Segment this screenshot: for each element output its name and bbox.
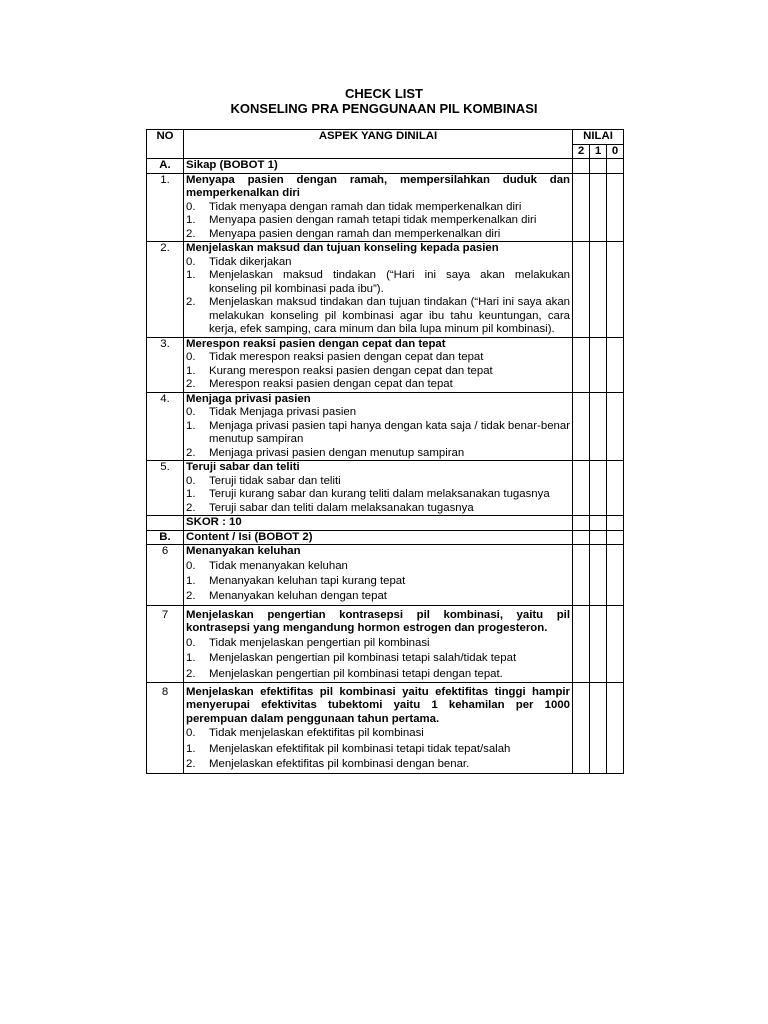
item-number: 8 <box>147 682 184 773</box>
option-number: 2. <box>186 501 196 514</box>
option-number: 1. <box>186 269 196 281</box>
item-option <box>186 228 570 242</box>
score-checkbox-2[interactable] <box>573 337 590 392</box>
header-nilai: NILAI <box>573 130 624 145</box>
header-score-1: 1 <box>590 144 607 159</box>
checklist-item-row <box>147 337 624 392</box>
option-text: Tidak menanyakan keluhan <box>209 559 348 572</box>
item-aspect <box>184 173 573 242</box>
section-row <box>147 530 624 545</box>
option-text: Menanyakan keluhan dengan tepat <box>209 590 387 603</box>
option-text: Menjaga privasi pasien dengan menutup sampiran <box>209 446 465 459</box>
empty-cell <box>573 159 590 174</box>
score-checkbox-1[interactable] <box>590 682 607 773</box>
score-checkbox-2[interactable] <box>573 545 590 606</box>
option-number: 0. <box>186 474 196 487</box>
item-option <box>186 651 570 666</box>
option-text: Menjaga privasi pasien tapi hanya dengan kata saja / tidak benar-benar menutup sampiran <box>209 419 570 445</box>
item-option <box>186 636 570 651</box>
score-checkbox-0[interactable] <box>607 605 624 682</box>
score-checkbox-2[interactable] <box>573 242 590 338</box>
empty-cell <box>607 159 624 174</box>
option-number: 1. <box>186 364 196 377</box>
option-number: 1. <box>186 742 196 755</box>
score-checkbox-1[interactable] <box>590 242 607 338</box>
option-number: 2. <box>186 446 196 459</box>
item-option <box>186 475 570 489</box>
option-number: 1. <box>186 419 196 432</box>
option-text: Tidak merespon reaksi pasien dengan cepat dan tepat <box>209 351 484 363</box>
option-text: Teruji kurang sabar dan kurang teliti dalam melaksanakan tugasnya <box>209 488 550 500</box>
item-aspect <box>184 337 573 392</box>
header-score-2: 2 <box>573 144 590 159</box>
checklist-table <box>146 129 624 774</box>
item-aspect <box>184 545 573 606</box>
checklist-item-row <box>147 392 624 461</box>
item-aspect <box>184 242 573 338</box>
empty-cell <box>590 530 607 545</box>
score-checkbox-1[interactable] <box>590 545 607 606</box>
option-number: 2. <box>186 590 196 603</box>
score-checkbox-1[interactable] <box>590 392 607 461</box>
score-checkbox-0[interactable] <box>607 337 624 392</box>
item-option <box>186 742 570 757</box>
item-question: Teruji sabar dan teliti <box>186 461 300 473</box>
score-checkbox-2[interactable] <box>573 605 590 682</box>
score-checkbox-0[interactable] <box>607 242 624 338</box>
item-question: Merespon reaksi pasien dengan cepat dan tepat <box>186 337 446 350</box>
option-text: Merespon reaksi pasien dengan cepat dan tepat <box>209 378 453 390</box>
score-checkbox-0[interactable] <box>607 461 624 516</box>
table-header-row <box>147 130 624 145</box>
option-number: 0. <box>186 255 196 268</box>
option-text: Teruji sabar dan teliti dalam melaksanakan tugasnya <box>209 501 474 514</box>
option-number: 1. <box>186 574 196 587</box>
option-text: Menjelaskan maksud tindakan dan tujuan tindakan (“Hari ini saya akan melakukan konseling pil kombinasi agar ibu tahu keuntungan, cara kerja, efek samping, cara minum dan bila lupa minum pil kombinasi). <box>209 296 570 335</box>
item-number: 5. <box>147 461 184 516</box>
option-text: Menjelaskan efektifitas pil kombinasi dengan benar. <box>209 758 470 771</box>
item-option <box>186 378 570 392</box>
header-aspek: ASPEK YANG DINILAI <box>184 130 573 159</box>
section-code: A. <box>147 159 184 174</box>
section-label: Content / Isi (BOBOT 2) <box>184 530 573 545</box>
item-option <box>186 502 570 516</box>
score-checkbox-0[interactable] <box>607 392 624 461</box>
item-option <box>186 488 570 502</box>
score-checkbox-2[interactable] <box>573 173 590 242</box>
item-option <box>186 351 570 365</box>
option-text: Tidak dikerjakan <box>209 255 292 268</box>
item-option <box>186 589 570 604</box>
empty-cell <box>607 516 624 531</box>
header-score-0: 0 <box>607 144 624 159</box>
section-row <box>147 159 624 174</box>
option-number: 2. <box>186 378 196 390</box>
option-text: Tidak menyapa dengan ramah dan tidak memperkenalkan diri <box>209 200 522 213</box>
item-question: Menanyakan keluhan <box>186 545 301 557</box>
option-text: Tidak menjelaskan efektifitas pil kombinasi <box>209 727 424 740</box>
item-aspect <box>184 392 573 461</box>
option-number: 1. <box>186 214 196 226</box>
section-code: B. <box>147 530 184 545</box>
item-option <box>186 214 570 228</box>
checklist-item-row <box>147 461 624 516</box>
item-option <box>186 296 570 337</box>
empty-cell <box>147 516 184 531</box>
option-number: 2. <box>186 296 196 308</box>
item-option <box>186 256 570 270</box>
item-question: Menjaga privasi pasien <box>186 392 311 405</box>
option-text: Kurang merespon reaksi pasien dengan cepat dan tepat <box>209 364 493 377</box>
empty-cell <box>607 530 624 545</box>
item-option <box>186 447 570 461</box>
option-number: 2. <box>186 667 196 680</box>
score-checkbox-0[interactable] <box>607 545 624 606</box>
option-number: 0. <box>186 200 196 213</box>
option-text: Menanyakan keluhan tapi kurang tepat <box>209 574 406 587</box>
item-question: Menjelaskan maksud dan tujuan konseling kepada pasien <box>186 242 499 254</box>
score-checkbox-1[interactable] <box>590 461 607 516</box>
option-number: 2. <box>186 758 196 771</box>
option-number: 0. <box>186 727 196 740</box>
item-number: 7 <box>147 605 184 682</box>
option-number: 0. <box>186 406 196 418</box>
section-label: Sikap (BOBOT 1) <box>184 159 573 174</box>
item-aspect <box>184 605 573 682</box>
option-text: Menyapa pasien dengan ramah dan memperkenalkan diri <box>209 227 501 240</box>
item-option <box>186 574 570 589</box>
option-number: 0. <box>186 559 196 572</box>
option-text: Tidak Menjaga privasi pasien <box>209 406 357 418</box>
checklist-item-row <box>147 242 624 338</box>
score-checkbox-0[interactable] <box>607 682 624 773</box>
empty-cell <box>590 516 607 531</box>
document-subtitle: KONSELING PRA PENGGUNAAN PIL KOMBINASI <box>230 101 538 116</box>
item-question: Menjelaskan efektifitas pil kombinasi yaitu efektifitas tinggi hampir menyerupai efektivitas tubektomi yaitu 1 kehamilan per 1000 perempuan dalam penggunaan tahun pertama. <box>186 685 570 725</box>
item-number: 2. <box>147 242 184 338</box>
checklist-item-row <box>147 173 624 242</box>
score-checkbox-2[interactable] <box>573 392 590 461</box>
score-checkbox-2[interactable] <box>573 682 590 773</box>
score-checkbox-1[interactable] <box>590 173 607 242</box>
skor-row <box>147 516 624 531</box>
header-no: NO <box>147 130 184 159</box>
option-number: 1. <box>186 652 196 665</box>
document-title: CHECK LIST <box>345 86 423 101</box>
option-text: Menyapa pasien dengan ramah tetapi tidak memperkenalkan diri <box>209 214 537 226</box>
item-option <box>186 726 570 741</box>
item-option <box>186 667 570 682</box>
item-option <box>186 269 570 296</box>
item-question: Menyapa pasien dengan ramah, mempersilahkan duduk dan memperkenalkan diri <box>186 173 570 199</box>
option-text: Menjelaskan efektifitak pil kombinasi tetapi tidak tepat/salah <box>209 742 511 755</box>
option-number: 0. <box>186 351 196 363</box>
option-text: Menjelaskan pengertian pil kombinasi tetapi salah/tidak tepat <box>209 652 517 665</box>
item-option <box>186 420 570 447</box>
item-question: Menjelaskan pengertian kontrasepsi pil kombinasi, yaitu pil kontrasepsi yang mengandung hormon estrogen dan progesteron. <box>186 608 570 635</box>
item-option <box>186 201 570 215</box>
empty-cell <box>573 530 590 545</box>
item-number: 3. <box>147 337 184 392</box>
option-text: Menjelaskan pengertian pil kombinasi tetapi dengan tepat. <box>209 667 503 680</box>
option-text: Teruji tidak sabar dan teliti <box>209 474 341 487</box>
item-aspect <box>184 461 573 516</box>
score-checkbox-0[interactable] <box>607 173 624 242</box>
checklist-item-row <box>147 682 624 773</box>
checklist-item-row <box>147 545 624 606</box>
option-number: 1. <box>186 488 196 500</box>
checklist-item-row <box>147 605 624 682</box>
score-checkbox-1[interactable] <box>590 605 607 682</box>
empty-cell <box>573 516 590 531</box>
option-number: 2. <box>186 227 196 240</box>
item-option <box>186 406 570 420</box>
empty-cell <box>590 159 607 174</box>
score-checkbox-2[interactable] <box>573 461 590 516</box>
skor-label: SKOR : 10 <box>184 516 573 531</box>
item-option <box>186 559 570 574</box>
score-checkbox-1[interactable] <box>590 337 607 392</box>
item-number: 6 <box>147 545 184 606</box>
item-option <box>186 365 570 379</box>
option-number: 0. <box>186 636 196 649</box>
item-aspect <box>184 682 573 773</box>
item-number: 1. <box>147 173 184 242</box>
option-text: Tidak menjelaskan pengertian pil kombinasi <box>209 636 430 649</box>
option-text: Menjelaskan maksud tindakan (“Hari ini saya akan melakukan konseling pil kombinasi pada ibu”). <box>209 269 570 295</box>
document-header <box>0 86 768 116</box>
item-option <box>186 757 570 772</box>
item-number: 4. <box>147 392 184 461</box>
